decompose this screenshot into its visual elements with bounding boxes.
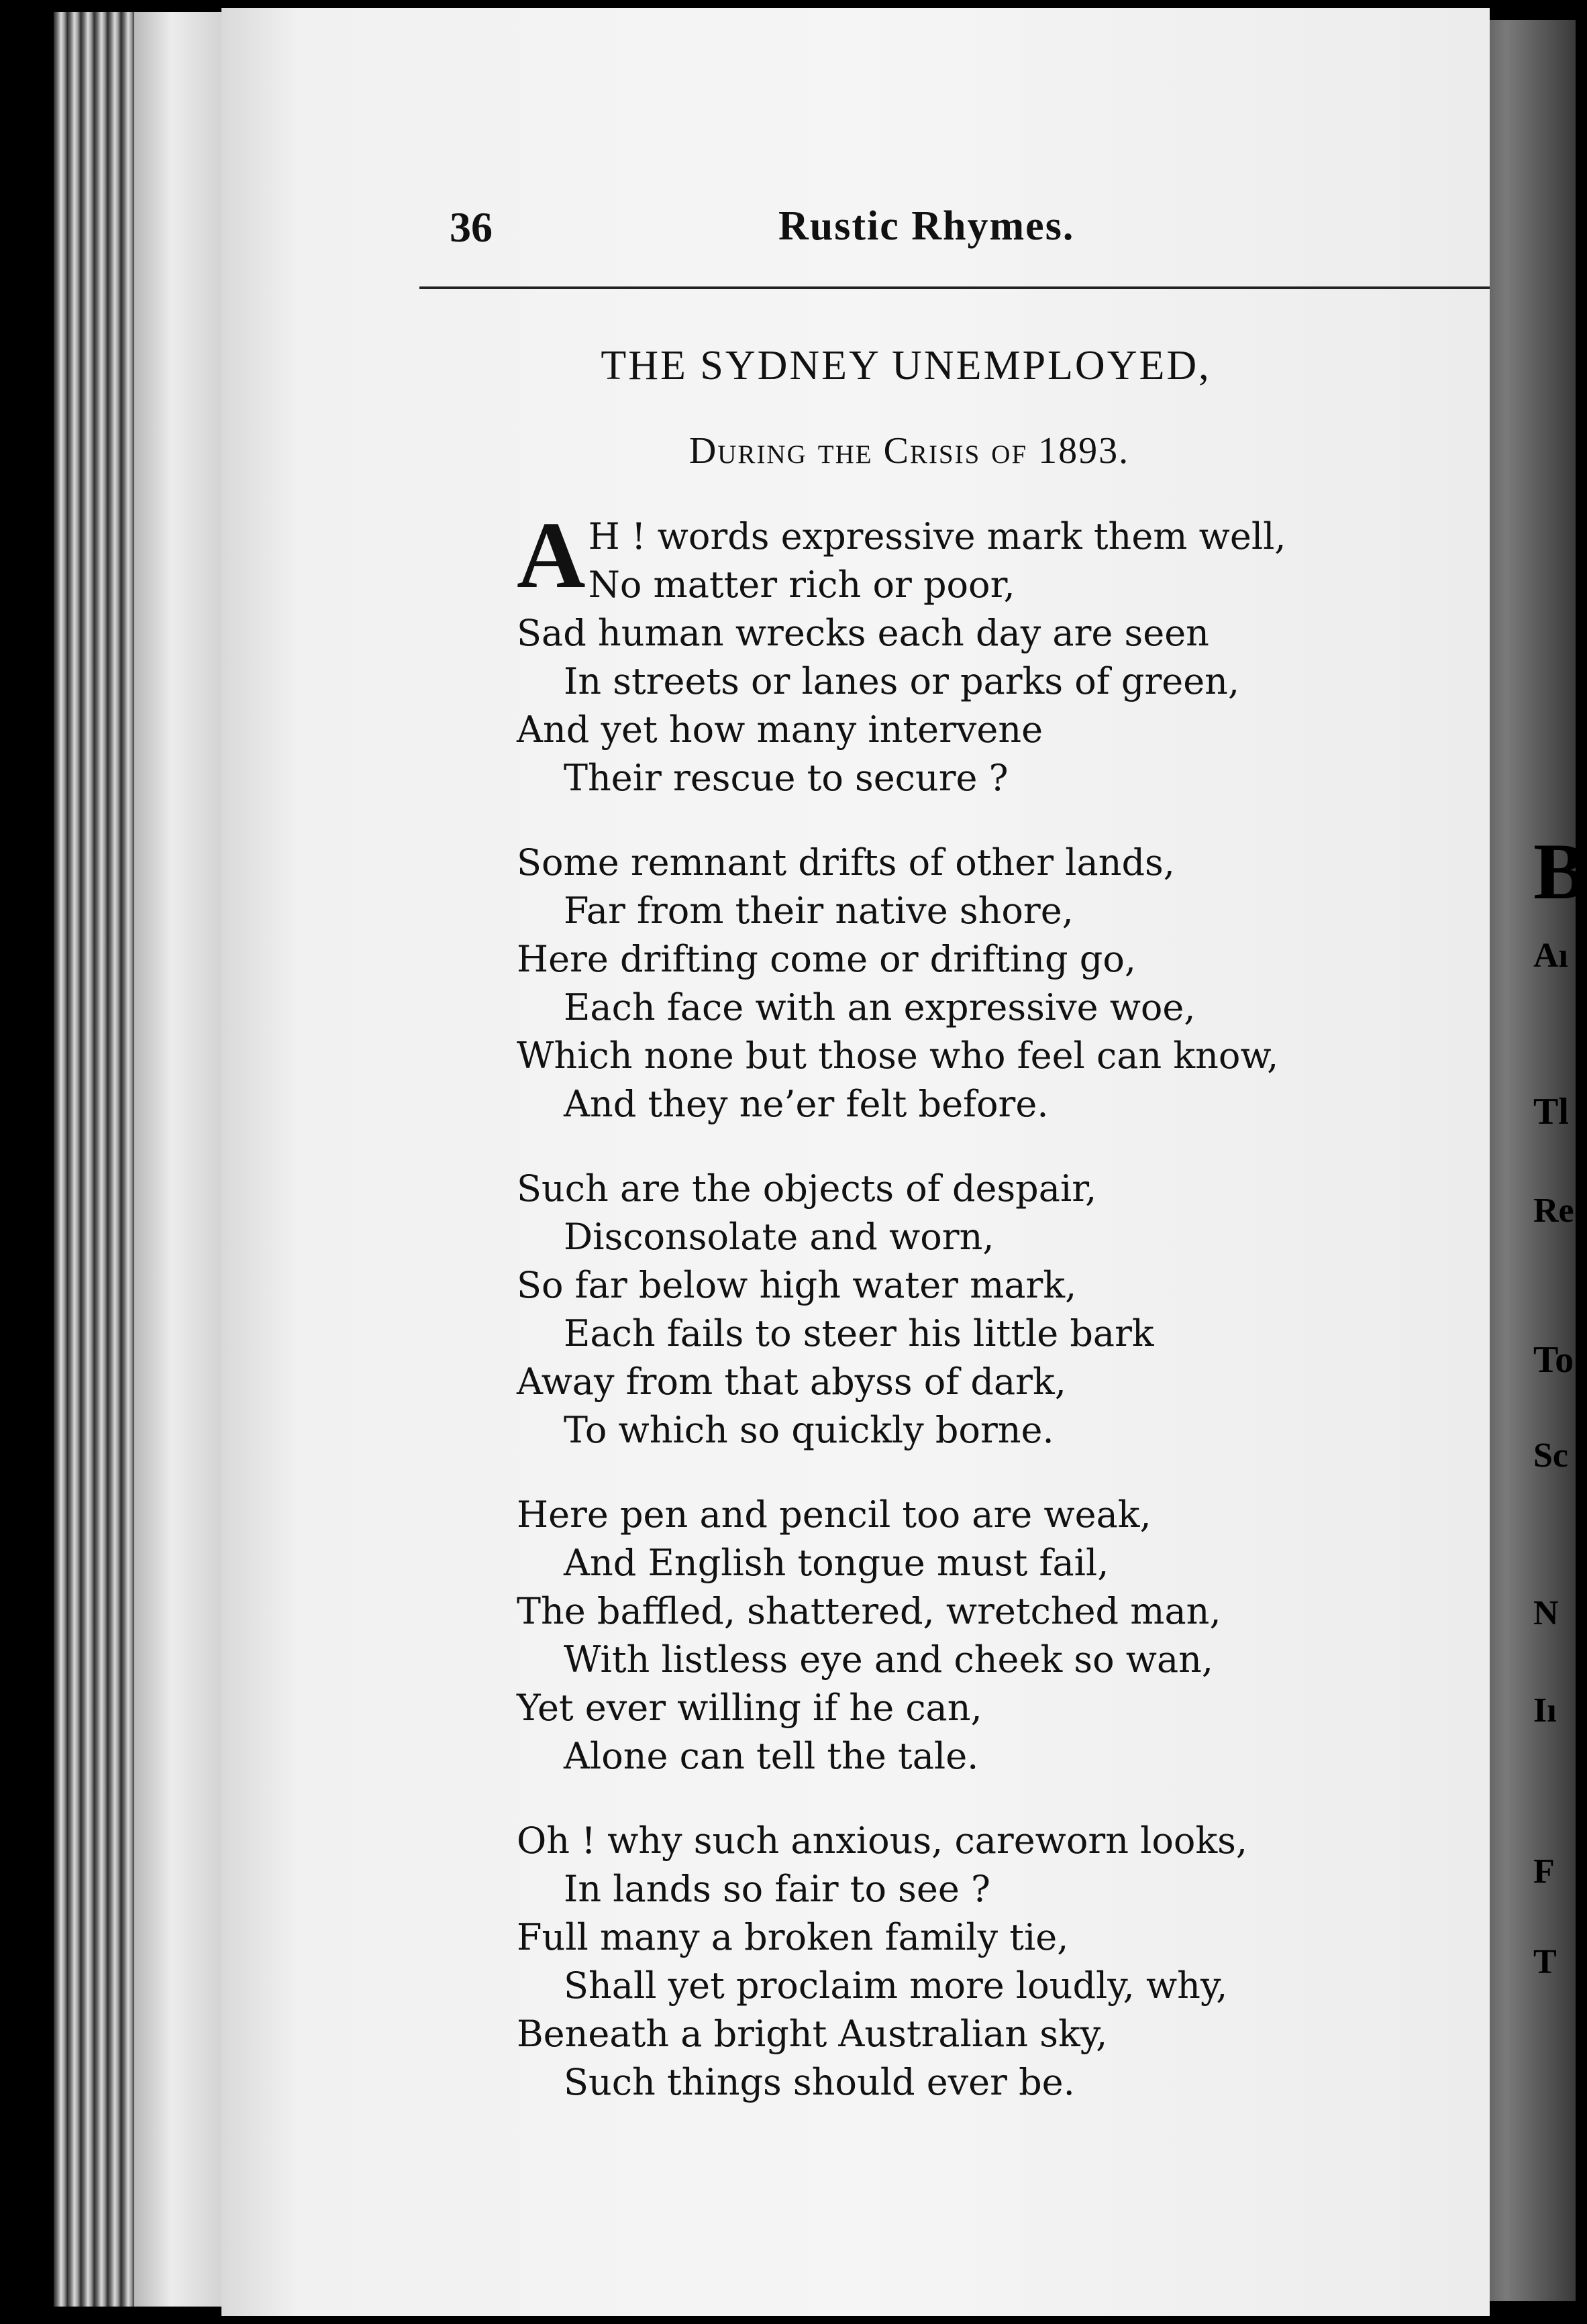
poem-line: Here pen and pencil too are weak,: [517, 1493, 1151, 1536]
poem-line: And yet how many intervene: [517, 708, 1043, 751]
poem-line: Alone can tell the tale.: [564, 1735, 979, 1777]
poem-line: Beneath a bright Australian sky,: [517, 2013, 1108, 2055]
stanza: [517, 1165, 1483, 1455]
facing-page-fragment: Iı: [1533, 1691, 1557, 1730]
facing-page-fragment: Sc: [1533, 1436, 1568, 1475]
page-number: 36: [450, 203, 493, 251]
facing-page-fragment: To: [1533, 1339, 1574, 1381]
poem-line: So far below high water mark,: [517, 1264, 1077, 1306]
facing-page-fragment: T: [1533, 1943, 1557, 1981]
stanza: [517, 1491, 1483, 1781]
poem-line: Oh ! why such anxious, careworn looks,: [517, 1819, 1248, 1862]
facing-page-fragment: Re: [1533, 1192, 1574, 1230]
poem-line: Which none but those who feel can know,: [517, 1035, 1279, 1077]
facing-page-fragment: N: [1533, 1594, 1559, 1632]
running-title: Rustic Rhymes.: [778, 203, 1075, 249]
poem-line: To which so quickly borne.: [564, 1409, 1054, 1451]
poem-subtitle: During the Crisis of 1893.: [688, 430, 1130, 472]
poem-line: No matter rich or poor,: [588, 564, 1015, 606]
facing-page-fragment: Aı: [1533, 937, 1568, 975]
poem-line: Away from that abyss of dark,: [517, 1361, 1066, 1403]
facing-page-fragment: Tl: [1533, 1091, 1569, 1132]
header-rule: [419, 286, 1490, 289]
poem-line: Each face with an expressive woe,: [564, 986, 1196, 1028]
poem-line: Such things should ever be.: [564, 2061, 1075, 2103]
poem-line: Disconsolate and worn,: [564, 1216, 994, 1258]
poem-line: Full many a broken family tie,: [517, 1916, 1069, 1958]
stanza: [517, 839, 1483, 1128]
poem-line: And English tongue must fail,: [564, 1542, 1109, 1584]
book-page: [221, 8, 1490, 2316]
poem-line: The baffled, shattered, wretched man,: [517, 1590, 1221, 1632]
poem-line: In streets or lanes or parks of green,: [564, 660, 1240, 702]
drop-cap: A: [517, 502, 586, 608]
stanza: [517, 1817, 1483, 2107]
poem-line: H ! words expressive mark them well,: [588, 515, 1286, 558]
poem-line: Here drifting come or drifting go,: [517, 938, 1137, 980]
poem-line: Each fails to steer his little bark: [564, 1312, 1154, 1355]
poem-line: Yet ever willing if he can,: [517, 1687, 982, 1729]
facing-page-fragment: B: [1533, 827, 1587, 916]
poem-line: Far from their native shore,: [564, 890, 1074, 932]
poem-line: Some remnant drifts of other lands,: [517, 841, 1175, 884]
poem-body: [517, 502, 1483, 2143]
page-header: [221, 203, 1490, 256]
poem-line: Shall yet proclaim more loudly, why,: [564, 1964, 1228, 2007]
poem-line: Their rescue to secure ?: [564, 757, 1009, 799]
poem-line: And they ne’er felt before.: [564, 1083, 1049, 1125]
poem-line: Sad human wrecks each day are seen: [517, 612, 1209, 654]
facing-page-fragment: F: [1533, 1852, 1555, 1891]
poem-line: Such are the objects of despair,: [517, 1167, 1097, 1210]
book-page-edges: [54, 12, 228, 2307]
poem-line: In lands so fair to see ?: [564, 1868, 990, 1910]
poem-line: With listless eye and cheek so wan,: [564, 1638, 1214, 1681]
stanza: [517, 502, 1483, 802]
poem-title: THE SYDNEY UNEMPLOYED,: [601, 343, 1211, 388]
opening-lines: [517, 502, 1483, 609]
